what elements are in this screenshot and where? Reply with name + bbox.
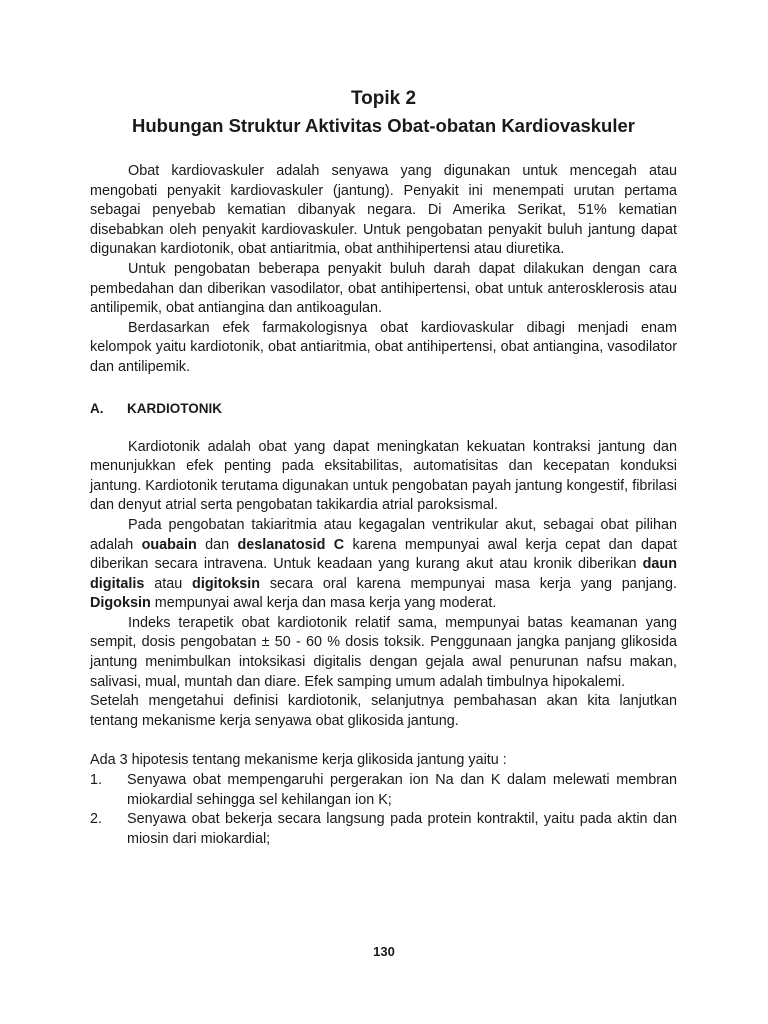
hypothesis-intro: Ada 3 hipotesis tentang mekanisme kerja glikosida jantung yaitu : — [90, 752, 507, 769]
list-item-text: Senyawa obat bekerja secara langsung pada protein kontraktil, yaitu pada aktin dan miosin dari miokardial; — [127, 811, 677, 847]
list-item-number: 1. — [90, 772, 103, 789]
intro-paragraph-2: Untuk pengobatan beberapa penyakit buluh darah dapat dilakukan dengan cara pembedahan dan diberikan vasodilator, obat antihipertensi, obat untuk anterosklerosis atau antilipemik, obat antiangina dan antikoagulan. — [90, 260, 677, 317]
list-item — [90, 771, 677, 810]
intro-paragraph-3: Berdasarkan efek farmakologisnya obat kardiovaskular dibagi menjadi enam kelompok yaitu kardiotonik, obat antiaritmia, obat antihipertensi, obat antiangina, vasodilator dan antilipemik. — [90, 319, 677, 375]
drug-digitoksin: digitoksin — [192, 575, 261, 592]
drug-deslanatosid: deslanatosid C — [237, 536, 345, 553]
section-letter: A. — [90, 400, 104, 416]
section-heading — [90, 400, 677, 418]
topic-label: Topik 2 — [350, 88, 417, 109]
drug-daun-digitalis: daun digitalis — [90, 556, 677, 592]
hypothesis-list — [90, 771, 677, 849]
kardiotonik-paragraph-1: Kardiotonik adalah obat yang dapat meningkatan kekuatan kontraksi jantung dan menunjukkan efek penting pada eksitabilitas, automatisitas dan kecepatan konduksi jantung. Kardiotonik terutama digunakan untuk pengobatan payah jantung kongestif, fibrilasi dan denyut atrial serta pengobatan takikardia atrial paroksismal. — [90, 438, 677, 514]
kardiotonik-paragraph-4: Setelah mengetahui definisi kardiotonik, selanjutnya pembahasan akan kita lanjutkan tentang mekanisme kerja senyawa obat glikosida jantung. — [90, 693, 677, 729]
drug-ouabain: ouabain — [141, 536, 197, 553]
list-item-number: 2. — [90, 811, 103, 828]
document-page — [90, 86, 677, 849]
kardiotonik-paragraph-2: Pada pengobatan takiaritmia atau kegagalan ventrikular akut, sebagai obat pilihan adalah ouabain dan deslanatosid C karena mempunyai awal kerja cepat dan dapat diberikan secara intravena. Untuk keadaan yang kurang akut atau kronik diberikan daun digitalis atau digitoksin secara oral karena mempunyai masa kerja yang panjang. Digoksin mempunyai awal kerja dan masa kerja yang moderat. — [90, 516, 678, 612]
list-item-text: Senyawa obat mempengaruhi pergerakan ion Na dan K dalam melewati membran miokardial sehingga sel kehilangan ion K; — [127, 772, 677, 808]
intro-paragraph-1: Obat kardiovaskuler adalah senyawa yang digunakan untuk mencegah atau mengobati penyakit kardiovaskuler (jantung). Penyakit ini menempati urutan pertama sebagai penyebab kematian dibanyak negara. Di Amerika Serikat, 51% kematian disebabkan oleh penyakit kardiovaskuler. Untuk pengobatan penyakit buluh jantung dapat digunakan kardiotonik, obat antiaritmia, obat anthihipertensi atau diuretika. — [90, 163, 677, 258]
page-title: Hubungan Struktur Aktivitas Obat-obatan Kardiovaskuler — [131, 115, 635, 136]
section-title: KARDIOTONIK — [127, 400, 223, 416]
list-item — [90, 810, 677, 849]
page-number: 130 — [373, 944, 395, 959]
kardiotonik-paragraph-3: Indeks terapetik obat kardiotonik relatif sama, mempunyai batas keamanan yang sempit, dosis pengobatan ± 50 - 60 % dosis toksik. Penggunaan jangka panjang glikosida jantung menimbulkan intoksikasi digitalis dengan gejala awal penurunan nafsu makan, salivasi, mual, muntah dan diare. Efek samping umum adalah timbulnya hipokalemi. — [90, 614, 677, 690]
drug-digoksin: Digoksin — [90, 595, 151, 612]
